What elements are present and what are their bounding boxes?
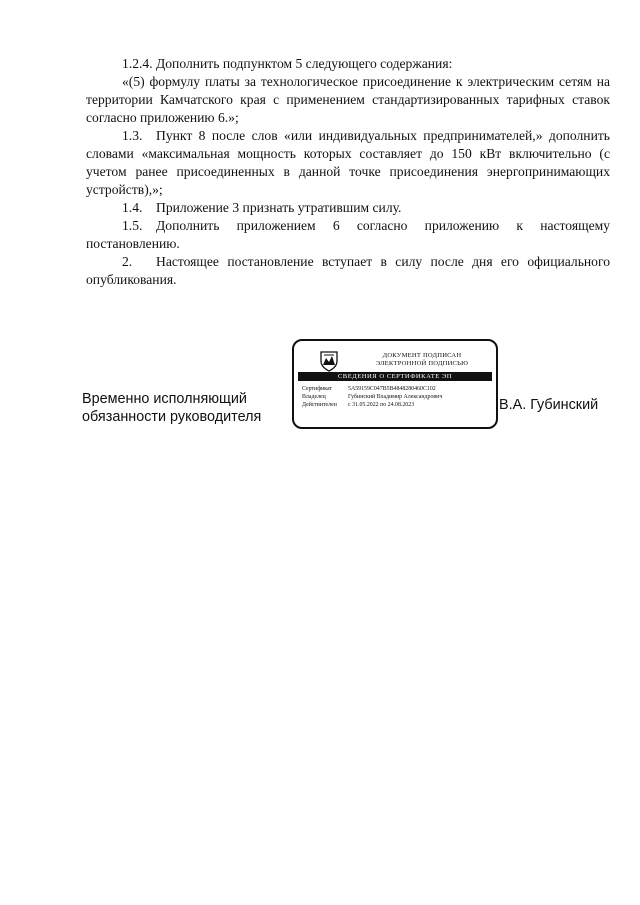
paragraph-1-5 [86,217,610,253]
paragraph-text: Пункт 8 после слов «или индивидуальных предпринимателей,» дополнить словами «максимальная мощность которых составляет до 150 кВт включительно (с учетом ранее присоединенных в данной точке присоединения энергопринимающих устройств),»; [86,128,610,197]
paragraph-text: Приложение 3 признать утратившим силу. [156,200,402,215]
paragraph-number: 1.3. [122,128,143,143]
signatory-position [82,390,261,426]
row-key: Владелец [302,394,326,400]
paragraph-2 [86,253,610,289]
document-body [86,55,610,289]
paragraph-number: 1.5. [122,218,143,233]
stamp-title-line-1: ДОКУМЕНТ ПОДПИСАН [382,352,462,359]
row-value: Губинский Владимир Александрович [348,394,443,400]
row-key: Сертификат [302,386,332,392]
signatory-name: В.А. Губинский [499,397,599,413]
position-line-2: обязанности руководителя [82,409,262,425]
paragraph-text: 1.2.4. Дополнить подпунктом 5 следующего содержания: [122,56,453,71]
paragraph-number: 1.4. [122,200,143,215]
row-value: 5A59159C047B5B4848280460C102 [348,386,436,392]
stamp-title [356,352,488,368]
stamp-certificate-details [302,385,442,409]
paragraph-1-3 [86,127,610,199]
validity-row [302,401,442,409]
stamp-certificate-bar: СВЕДЕНИЯ О СЕРТИФИКАТЕ ЭП [298,372,492,381]
position-line-1: Временно исполняющий [82,391,247,407]
paragraph-text: Настоящее постановление вступает в силу после дня его официального опубликования. [86,254,610,287]
row-value: с 31.05.2022 по 24.08.2023 [348,402,415,408]
row-key: Действителен [302,402,337,408]
electronic-signature-stamp [292,339,498,429]
certificate-row [302,385,442,393]
stamp-title-line-2: ЭЛЕКТРОННОЙ ПОДПИСЬЮ [375,360,469,367]
owner-row [302,393,442,401]
paragraph-number: 2. [122,254,133,269]
coat-of-arms-icon [317,349,341,373]
paragraph-1-2-4 [86,55,610,73]
paragraph-text: Дополнить приложением 6 согласно приложению к настоящему постановлению. [86,218,610,251]
paragraph-formula [86,73,610,127]
paragraph-text: «(5) формулу платы за технологическое присоединение к электрическим сетям на территории Камчатского края с применением стандартизированных тарифных ставок согласно приложению 6.»; [86,74,610,125]
paragraph-1-4 [86,199,610,217]
